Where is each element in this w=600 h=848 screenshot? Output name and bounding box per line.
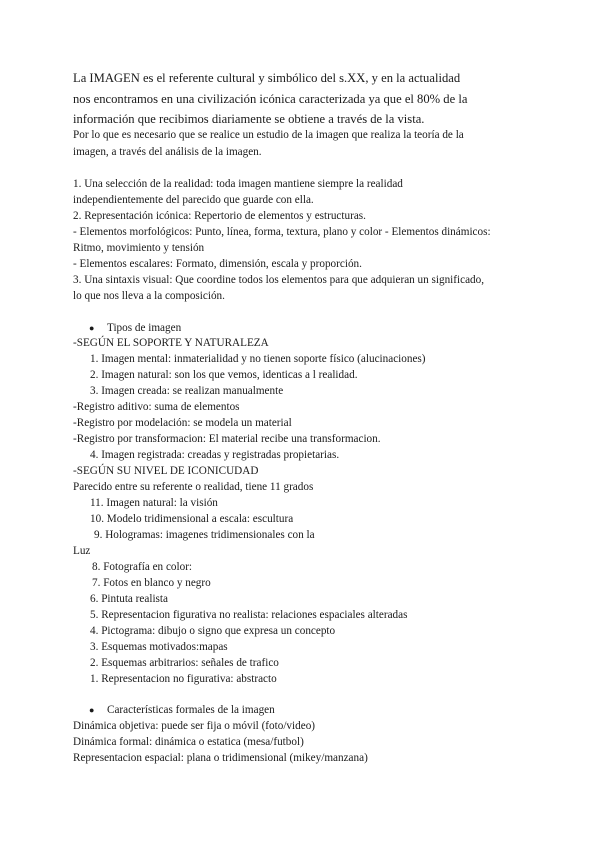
list-line: 1. Representacion no figurativa: abstracto [90, 673, 277, 685]
section-title: Tipos de imagen [107, 322, 182, 334]
body-line: 2. Representación icónica: Repertorio de elementos y estructuras. [73, 210, 366, 222]
intro-line: información que recibimos diariamente se obtiene a través de la vista. [73, 112, 425, 126]
list-line: 4. Pictograma: dibujo o signo que expresa un concepto [90, 625, 336, 637]
list-line: 4. Imagen registrada: creadas y registradas propietarias. [90, 449, 340, 461]
intro-line: nos encontramos en una civilización icónica caracterizada ya que el 80% de la [73, 92, 468, 106]
list-line: 11. Imagen natural: la visión [90, 497, 218, 509]
list-line: 3. Esquemas motivados:mapas [90, 641, 228, 653]
section-title: Características formales de la imagen [107, 704, 275, 716]
list-line: 10. Modelo tridimensional a escala: escultura [90, 513, 294, 525]
list-line: -Registro aditivo: suma de elementos [73, 401, 240, 413]
body-line: imagen, a través del análisis de la imagen. [73, 146, 262, 158]
body-line: independientemente del parecido que guarde con ella. [73, 194, 314, 206]
list-line: 6. Pintuta realista [90, 593, 168, 605]
list-line: -Registro por transformacion: El material recibe una transformacion. [73, 433, 381, 445]
body-line: Ritmo, movimiento y tensión [73, 242, 205, 254]
list-line: 2. Imagen natural: son los que vemos, identicas a l realidad. [90, 369, 358, 381]
list-line: 7. Fotos en blanco y negro [92, 577, 211, 589]
list-line: 2. Esquemas arbitrarios: señales de trafico [90, 657, 279, 669]
body-line: - Elementos morfológicos: Punto, línea, forma, textura, plano y color - Elementos dinámicos: [73, 226, 491, 238]
intro-line: La IMAGEN es el referente cultural y simbólico del s.XX, y en la actualidad [73, 71, 461, 85]
list-line: 9. Hologramas: imagenes tridimensionales con la [94, 529, 315, 541]
list-line: 3. Imagen creada: se realizan manualmente [90, 385, 284, 397]
list-line: 1. Imagen mental: inmaterialidad y no tienen soporte físico (alucinaciones) [90, 353, 426, 365]
list-line: Parecido entre su referente o realidad, tiene 11 grados [73, 481, 314, 493]
list-line: Dinámica objetiva: puede ser fija o móvil (foto/video) [73, 720, 316, 732]
list-line: 5. Representacion figurativa no realista: relaciones espaciales alteradas [90, 609, 408, 621]
body-line: Por lo que es necesario que se realice un estudio de la imagen que realiza la teoría de la [73, 129, 464, 141]
bullet-icon: ● [89, 323, 95, 333]
list-line: -Registro por modelación: se modela un material [73, 417, 292, 429]
body-line: 3. Una sintaxis visual: Que coordine todos los elementos para que adquieran un significado, [73, 274, 485, 286]
body-line: - Elementos escalares: Formato, dimensión, escala y proporción. [73, 258, 362, 270]
bullet-icon: ● [89, 705, 95, 715]
body-line: lo que nos lleva a la composición. [73, 290, 225, 302]
list-line: -SEGÚN SU NIVEL DE ICONICUDAD [73, 465, 259, 477]
list-line: Representacion espacial: plana o tridimensional (mikey/manzana) [73, 752, 368, 764]
list-line: 8. Fotografía en color: [92, 561, 193, 573]
list-line: Luz [73, 545, 91, 557]
body-line: 1. Una selección de la realidad: toda imagen mantiene siempre la realidad [73, 178, 403, 190]
list-line: Dinámica formal: dinámica o estatica (mesa/futbol) [73, 736, 304, 748]
list-line: -SEGÚN EL SOPORTE Y NATURALEZA [73, 337, 269, 349]
